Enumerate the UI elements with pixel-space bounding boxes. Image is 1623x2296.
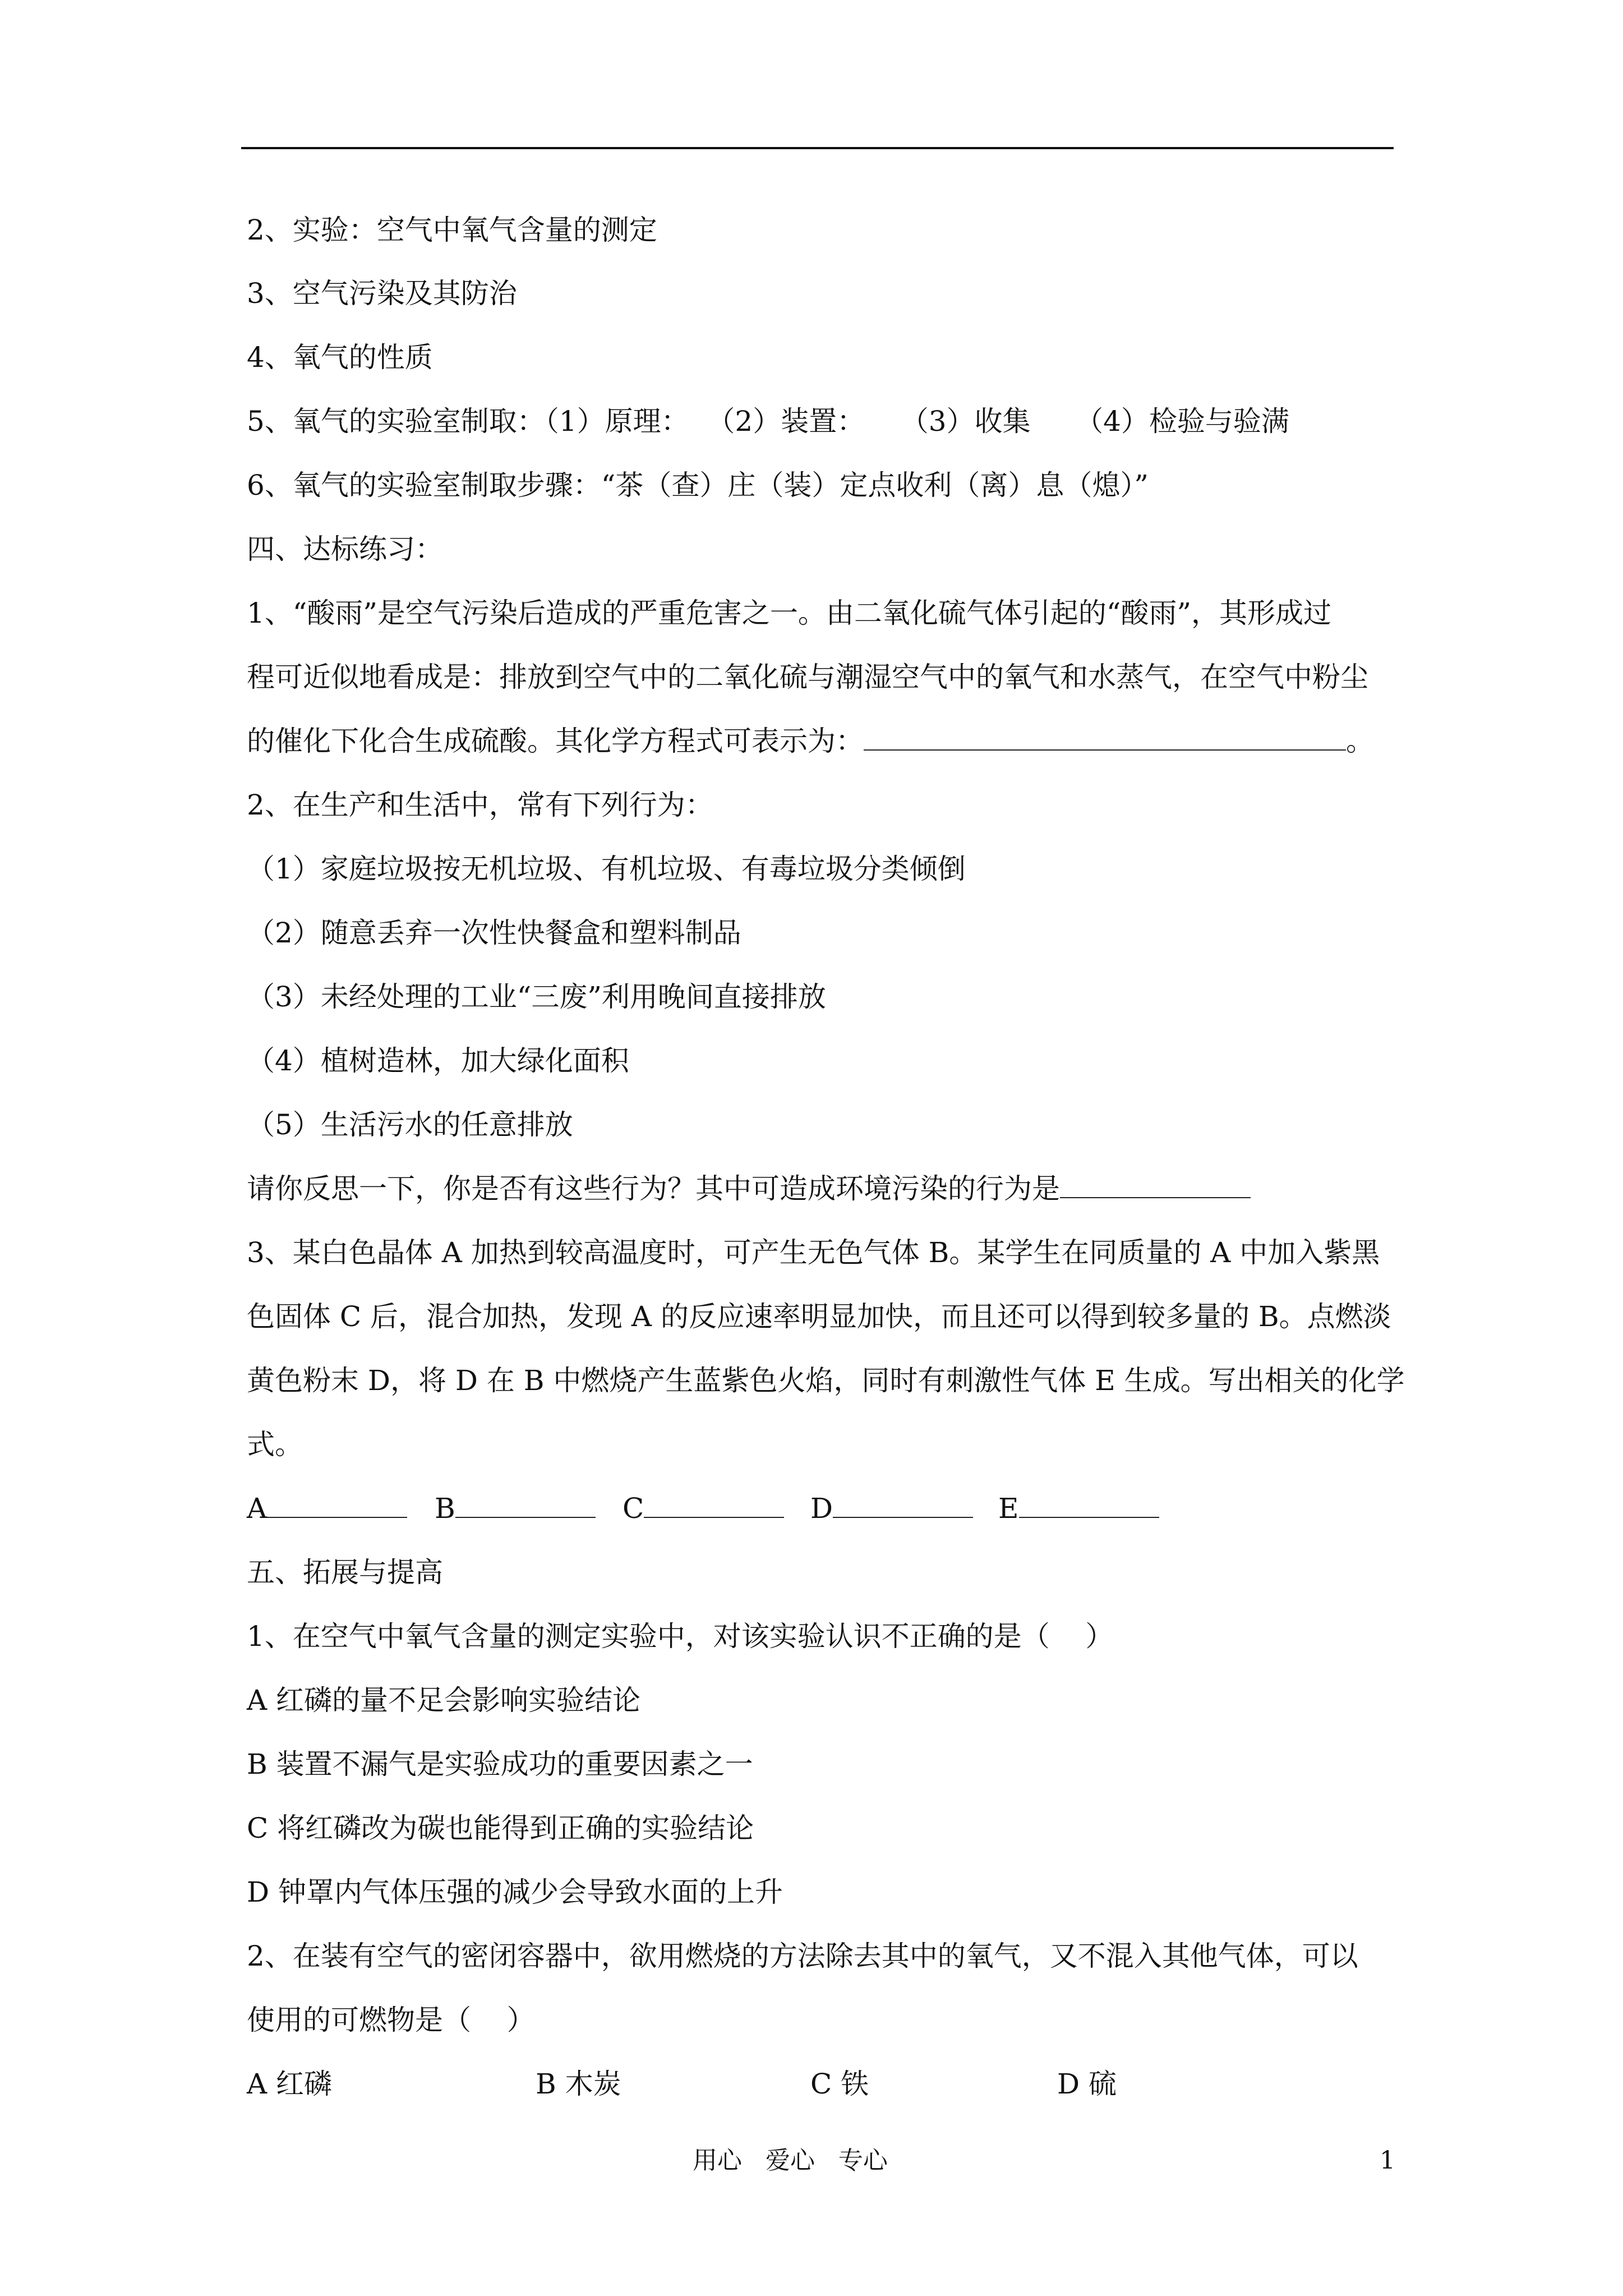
answer-e-label: E (998, 1492, 1019, 1525)
q3-line-1: 3、某白色晶体 A 加热到较高温度时，可产生无色气体 B。某学生在同质量的 A 中加入紫黑 (247, 1236, 1380, 1269)
line-3: 3、空气污染及其防治 (247, 277, 517, 310)
page-number: 1 (1380, 2146, 1395, 2175)
answer-b-blank[interactable] (455, 1493, 596, 1518)
q2-prompt (247, 1172, 1251, 1205)
answer-d-label: D (810, 1492, 833, 1525)
q2-intro: 2、在生产和生活中，常有下列行为： (247, 789, 713, 821)
line-2: 2、实验：空气中氧气含量的测定 (247, 214, 657, 246)
q1-line-3-end: 。 (1346, 725, 1374, 757)
ext-q1-option-d: D 钟罩内气体压强的减少会导致水面的上升 (247, 1876, 783, 1908)
q2-item-5: （5）生活污水的任意排放 (247, 1108, 573, 1141)
ext-q2-choice-d: D 硫 (1057, 2068, 1117, 2100)
line-6: 6、氧气的实验室制取步骤：“茶（查）庄（装）定点收利（离）息（熄）” (247, 469, 1149, 501)
q2-item-3: （3）未经处理的工业“三废”利用晚间直接排放 (247, 981, 826, 1013)
answer-b-label: B (435, 1492, 455, 1525)
ext-q2-line-1: 2、在装有空气的密闭容器中，欲用燃烧的方法除去其中的氧气，又不混入其他气体，可以 (247, 1940, 1358, 1972)
ext-q1-option-b: B 装置不漏气是实验成功的重要因素之一 (247, 1748, 753, 1780)
q1-line-3 (247, 724, 1374, 758)
q1-line-2: 程可近似地看成是：排放到空气中的二氧化硫与潮湿空气中的氧气和水蒸气，在空气中粉尘 (247, 661, 1368, 693)
section-4-heading: 四、达标练习： (247, 533, 443, 565)
answer-e-blank[interactable] (1019, 1493, 1159, 1518)
answer-a-label: A (247, 1492, 268, 1525)
answer-a (247, 1492, 407, 1525)
equation-blank[interactable] (864, 726, 1346, 751)
answer-a-blank[interactable] (267, 1493, 407, 1518)
pollution-answer-blank[interactable] (1060, 1174, 1251, 1198)
answer-c (623, 1492, 784, 1525)
q2-item-2: （2）随意丢弃一次性快餐盒和塑料制品 (247, 917, 741, 949)
line-4: 4、氧气的性质 (247, 341, 433, 374)
q3-line-3: 黄色粉末 D，将 D 在 B 中燃烧产生蓝紫色火焰，同时有刺激性气体 E 生成。写出相关的化学 (247, 1364, 1405, 1397)
ext-q1-option-a: A 红磷的量不足会影响实验结论 (247, 1684, 641, 1717)
ext-q2-line-2: 使用的可燃物是（ ） (247, 2004, 535, 2036)
header-rule (241, 147, 1394, 149)
q2-item-4: （4）植树造林，加大绿化面积 (247, 1045, 629, 1077)
ext-q1-option-c: C 将红磷改为碳也能得到正确的实验结论 (247, 1812, 754, 1844)
answer-e (998, 1492, 1159, 1525)
q3-line-2: 色固体 C 后，混合加热，发现 A 的反应速率明显加快，而且还可以得到较多量的 B。点燃淡 (247, 1300, 1391, 1333)
q1-line-3-text: 的催化下化合生成硫酸。其化学方程式可表示为： (247, 725, 864, 757)
footer-motto: 用心 爱心 专心 (693, 2146, 888, 2175)
ext-q1: 1、在空气中氧气含量的测定实验中，对该实验认识不正确的是（ ） (247, 1620, 1114, 1653)
q2-item-1: （1）家庭垃圾按无机垃圾、有机垃圾、有毒垃圾分类倾倒 (247, 853, 966, 885)
q2-prompt-text: 请你反思一下，你是否有这些行为？其中可造成环境污染的行为是 (247, 1172, 1060, 1205)
line-5: 5、氧气的实验室制取：（1）原理： （2）装置： （3）收集 （4）检验与验满 (247, 405, 1289, 438)
q1-line-1: 1、“酸雨”是空气污染后造成的严重危害之一。由二氧化硫气体引起的“酸雨”，其形成过 (247, 597, 1332, 629)
section-5-heading: 五、拓展与提高 (247, 1556, 443, 1589)
ext-q2-choice-a: A 红磷 (247, 2068, 333, 2100)
ext-q2-choice-c: C 铁 (810, 2068, 869, 2100)
answer-b (435, 1492, 596, 1525)
answer-d-blank[interactable] (833, 1493, 973, 1518)
ext-q2-choice-b: B 木炭 (536, 2068, 621, 2100)
q3-line-4: 式。 (247, 1428, 303, 1461)
answer-c-blank[interactable] (644, 1493, 784, 1518)
answer-c-label: C (623, 1492, 644, 1525)
answer-d (810, 1492, 973, 1525)
